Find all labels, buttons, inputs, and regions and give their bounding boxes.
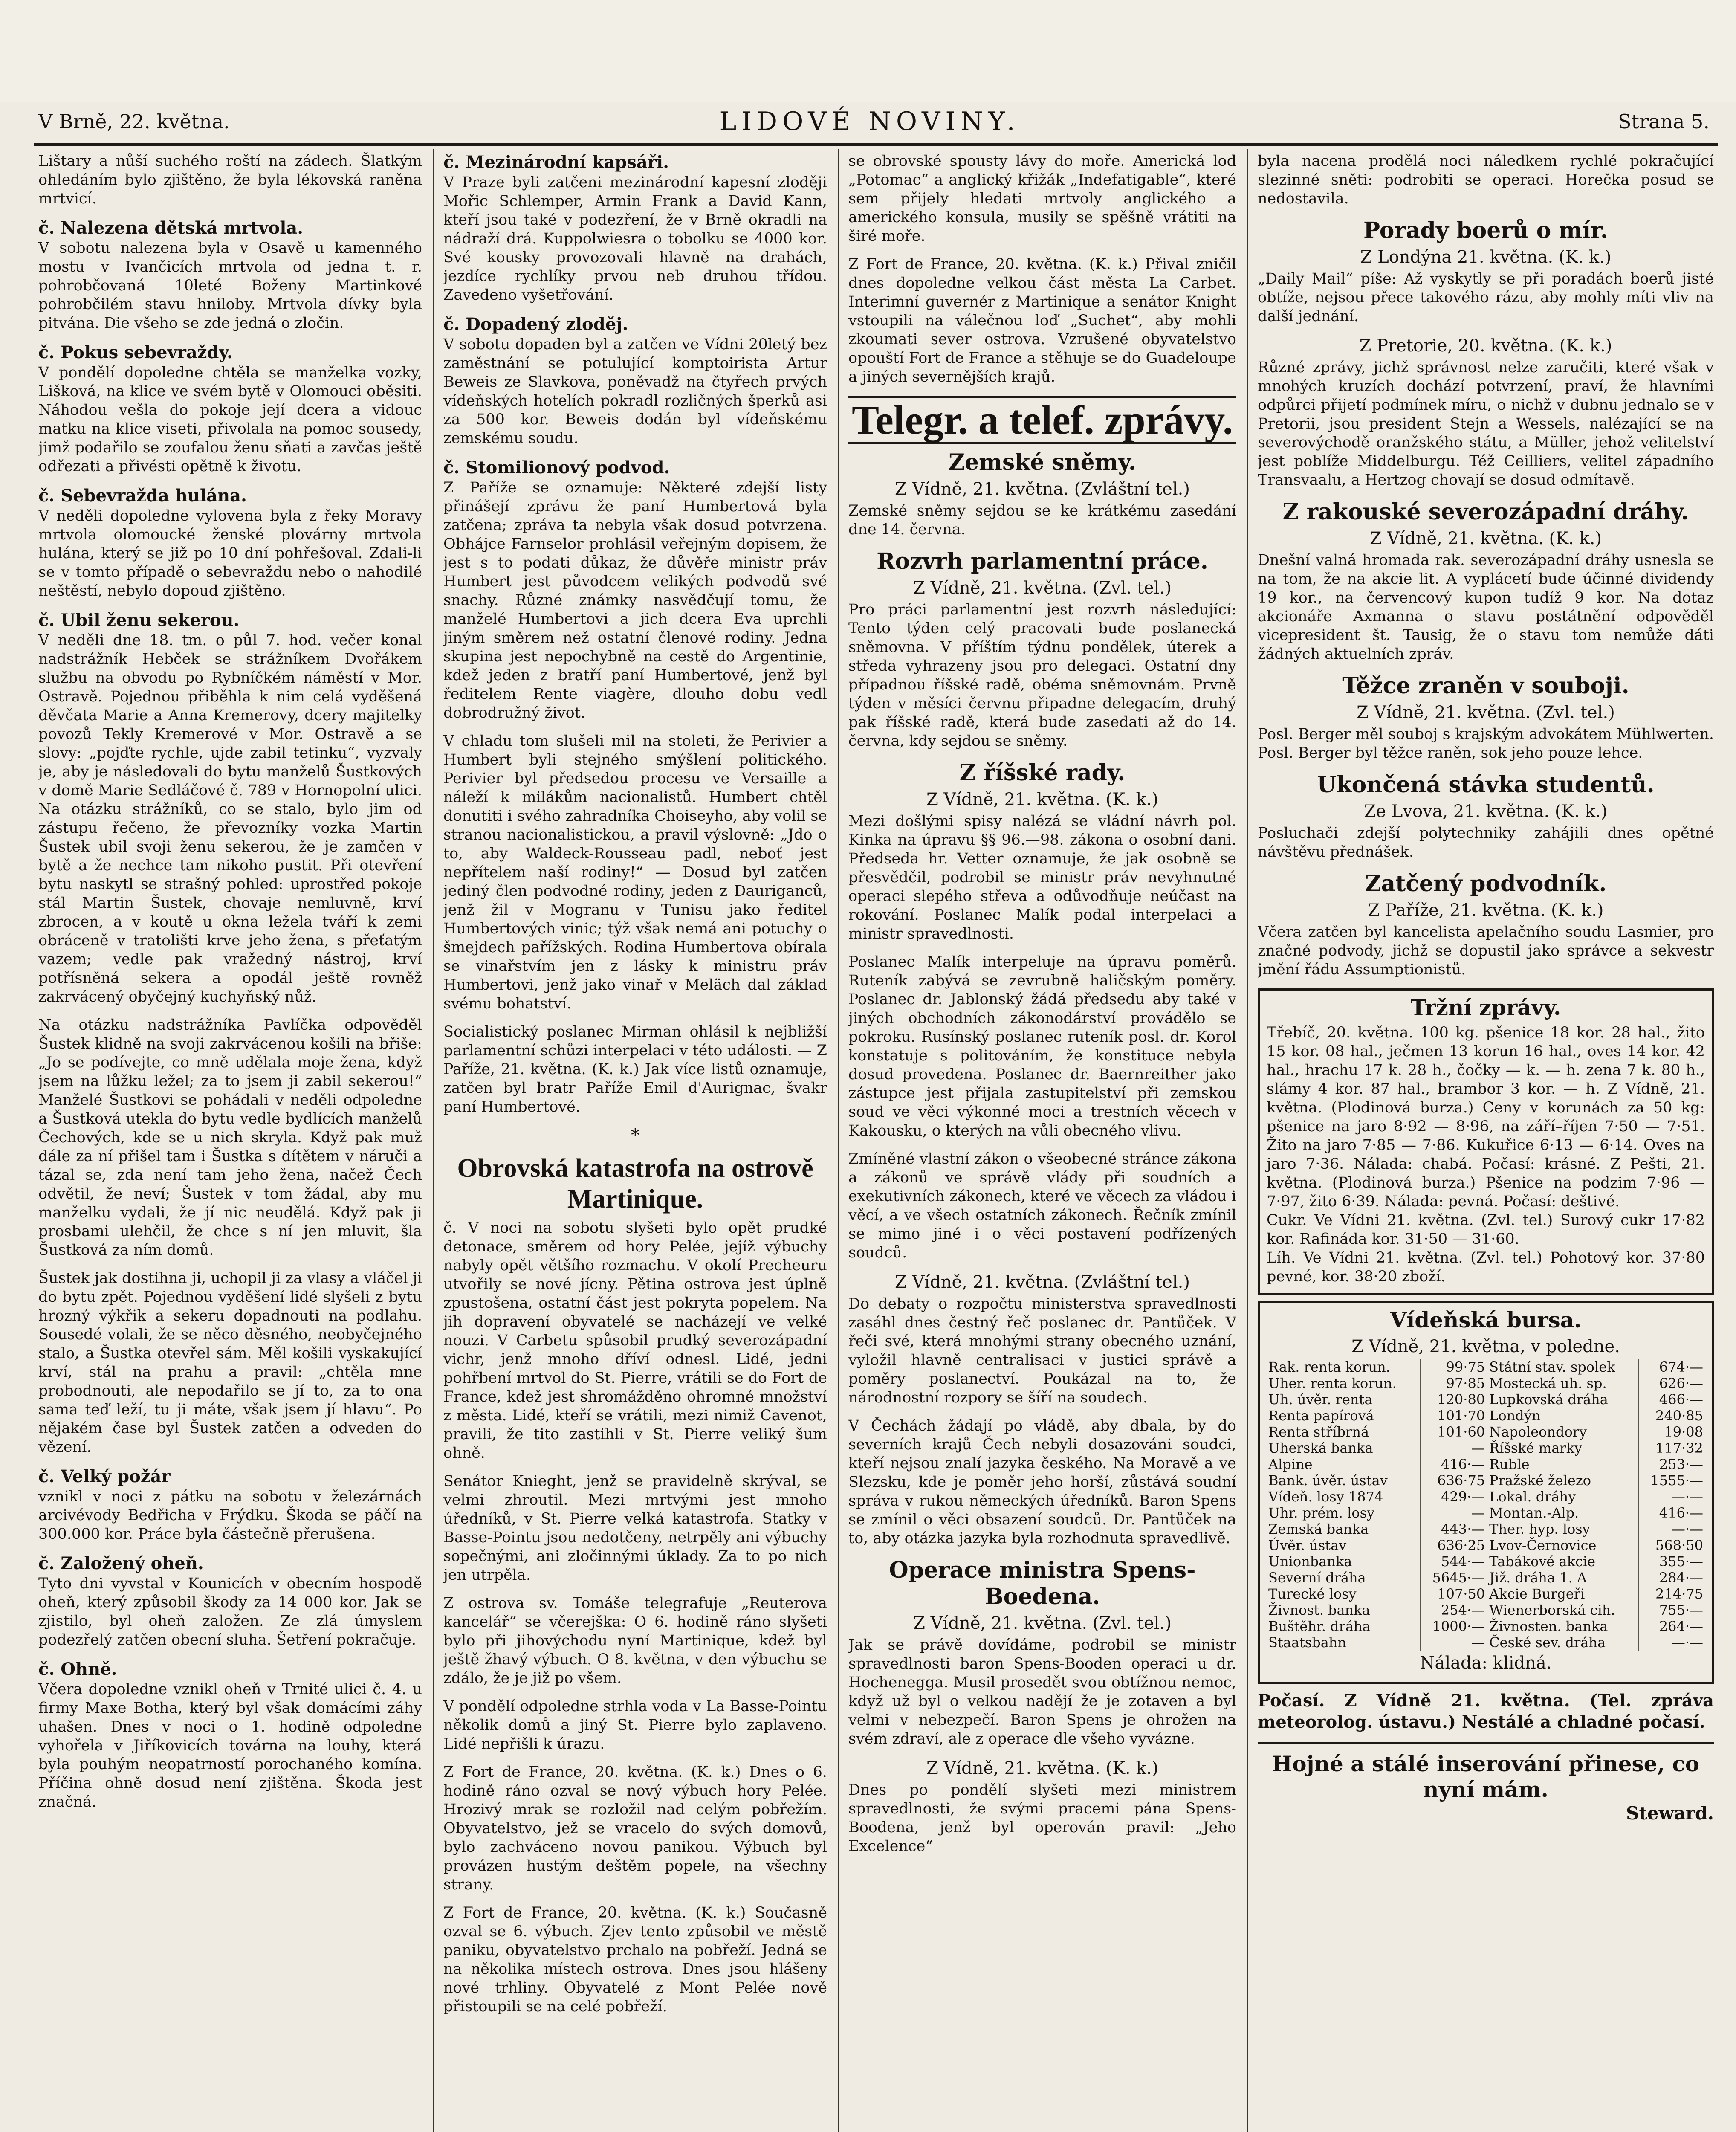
section-title-telegrams: Telegr. a telef. zprávy. — [848, 396, 1236, 444]
article-text: V neděli dopoledne vylovena byla z řeky Moravy mrtvola olomoucké ženské plovárny mrtvola hulána, který se již po 10 dní pohřešoval. Zdali-li se v tomto případě o sebevraždu nebo o nahodilé neštěstí, nebylo dopoud zjištěno. — [38, 507, 422, 600]
market-reports-text: Třebíč, 20. května. 100 kg. pšenice 18 kor. 28 hal., žito 15 kor. 08 hal., ječmen 13 korun 16 hal., oves 14 kor. 42 hal., hrachu 17 k. 28 h., čočky — k. — h. zena 7 k. 80 h., slámy 4 kor. 87 hal., brambor 3 kor. — h. Z Vídně, 21. května. (Plodinová burza.) Ceny v korunách za 50 kg: pšenice na jaro 8·92 — 8·96, na září–říjen 7·50 — 7·51. Žito na jaro 7·85 — 7·86. Kukuřice 6·13 — 6·14. Oves na jaro 7·36. Nálada: chabá. Počasí: krásné. Z Pešti, 21. května. (Plodinová burza.) Pšenice na podzim 7·96 — 7·97, žito 6·39. Nálada: pevná. Počasí: deštivé. — [1267, 1024, 1705, 1210]
news-block — [848, 953, 1236, 1140]
exchange-price: 755·— — [1659, 1602, 1703, 1618]
exchange-price: 416·— — [1421, 1456, 1487, 1472]
article-text: V pondělí odpoledne strhla voda v La Basse-Pointu několik domů a jiný St. Pierre bylo zaplaveno. Lidé nepřišli k úrazu. — [443, 1698, 827, 1753]
article — [443, 457, 827, 722]
exchange-security: Turecké losy — [1267, 1586, 1421, 1602]
news-dateline: Ze Lvova, 21. května. (K. k.) — [1364, 802, 1608, 821]
exchange-price: 101·60 — [1421, 1424, 1487, 1440]
exchange-price: 636·75 — [1421, 1472, 1487, 1489]
header-rule — [34, 143, 1718, 146]
exchange-price: 120·80 — [1421, 1391, 1487, 1408]
exchange-security: Uhr. prém. losy — [1267, 1505, 1421, 1521]
article — [443, 314, 827, 448]
news-subheading: Operace ministra Spens-Boedena. — [889, 1557, 1196, 1610]
column-2 — [443, 152, 827, 2132]
news-block — [1258, 673, 1714, 762]
article — [38, 610, 422, 1006]
exchange-price: 443·— — [1421, 1521, 1487, 1537]
news-subheading: Ukončená stávka studentů. — [1317, 772, 1655, 798]
exchange-security: Uher. renta korun. — [1267, 1375, 1421, 1391]
weather-text: Počasí. Z Vídně 21. května. (Tel. zpráva meteorolog. ústavu.) Nestálé a chladné počasí. — [1258, 1691, 1714, 1732]
column-divider — [838, 149, 839, 2132]
column-divider — [433, 149, 434, 2132]
exchange-price: 284·— — [1659, 1570, 1703, 1586]
article-text: Zmíněné vlastní zákon o všeobecné stránce zákona a zákonů ve správě vlády při soudních a exekutivních zákonech, které ve věcech za vládou i věcí, a ve všech ostatních zákonech. Řečník zmínil se mimo jiné i o věci postavení podřízených soudců. — [848, 1150, 1236, 1261]
exchange-security: Lvov-Černovice — [1487, 1537, 1639, 1553]
news-block — [848, 1557, 1236, 1748]
exchange-row — [1267, 1456, 1705, 1472]
article-text: Z Paříže se oznamuje: Některé zdejší listy přinášejí zprávu že paní Humbertová byla zatčena; zpráva ta nebyla však dosud potvrzena. Obhájce Farnselor prohlásil veřejným dopisem, že jest s to podati důkaz, že důvěře ministr práv Humbert jest původcem velikých podvodů své snachy. Různé známky nasvědčují tomu, že manželé Humbertovi a jich dcera Eva uprchli jiným směrem než ostatní členové rodiny. Jedna skupina jest nepochybně na cestě do Argentinie, kdež jeden z bratří paní Humbertové, jenž byl ředitelem Rente viagère, dlouho dobu vedl dobrodružný život. — [443, 479, 827, 721]
news-block — [848, 1150, 1236, 1262]
exchange-row — [1267, 1391, 1705, 1408]
exchange-price: — — [1421, 1634, 1487, 1651]
column-1 — [38, 152, 422, 2132]
exchange-security: Pražské železo — [1487, 1472, 1639, 1489]
exchange-price: 416·— — [1659, 1505, 1703, 1521]
exchange-security: Říšské marky — [1487, 1440, 1639, 1456]
article-heading: č. Nalezena dětská mrtvola. — [38, 218, 304, 238]
article — [443, 1219, 827, 1463]
news-block — [1258, 499, 1714, 663]
exchange-price: 240·85 — [1655, 1408, 1703, 1424]
exchange-row — [1267, 1553, 1705, 1570]
article — [1258, 152, 1714, 208]
exchange-price: 117·32 — [1655, 1440, 1703, 1456]
spirits-report: Líh. Ve Vídni 21. května. (Zvl. tel.) Pohotový kor. 37·80 pevné, kor. 38·20 zboží. — [1267, 1249, 1705, 1285]
exchange-price: 355·— — [1659, 1553, 1703, 1570]
exchange-price: 253·— — [1659, 1456, 1703, 1472]
article-heading: č. Ohně. — [38, 1659, 117, 1679]
news-dateline: Z Londýna 21. května. (K. k.) — [1360, 247, 1612, 267]
news-block — [848, 449, 1236, 539]
news-block — [1258, 217, 1714, 326]
article-text: V Čechách žádají po vládě, aby dbala, by do severních krajů Čech nebyli dosazováni soudci, kteří nejsou znalí jazyka českého. Na Moravě a ve Slezsku, kde je poměr jeho horší, zůstává soudní správa v rukou německých úředníků. Baron Spens se zmínil o věci obsazení soudců. Dr. Pantůček na to, aby otázka jazyka byla rozhodnuta spravedlivě. — [848, 1417, 1236, 1547]
article-text: V neděli dne 18. tm. o půl 7. hod. večer konal nadstrážník Hebček se strážníkem Dvořákem službu na obvodu po Rybníčkém náměstí v Mor. Ostravě. Pojednou přiběhla k nim celá vyděšená děvčata Marie a Anna Kremerovy, dcery majitelky povozů Tekly Kremerové v Mor. Ostravě a se slovy: „pojďte rychle, ujde zabil tetinku“, vyzvaly je, aby je následovali do bytu manželů Šustkových v domě Marie Sedláčové č. 789 v Hornopolní ulici. Na otázku strážníků, co se stalo, bylo jim od zástupu řečeno, že převozníky vozka Martin Šustek ubil svoji ženu sekerou, že je zamčen v bytě a že nechce tam nikoho pustit. Při otevření bytu naskytl se strašný pohled: uprostřed pokoje stál Martin Šustek, chovaje nemluvně, krví zbrocen, a v koutě u okna ležela tváří k zemi obráceně v tratolišti krve jeho žena, s přeťatým vazem; vedle pak vražedný nástroj, krví potřísněná sekera a opodál ještě rovněž zakrvácený obyčejný kuchyňský nůž. — [38, 632, 422, 1005]
article-text: Lištary a nůší suchého roští na zádech. Šlatkým ohledáním bylo zjištěno, že byla lékovská raněna mrtvicí. — [38, 153, 422, 207]
exchange-row — [1267, 1359, 1705, 1375]
news-block — [1258, 871, 1714, 979]
article-heading: č. Založený oheň. — [38, 1553, 204, 1573]
article-text: Tyto dni vyvstal v Kounicích v obecním hospodě oheň, který způsobil škody za 14 000 kor. Jak se zjistilo, byl oheň založen. Ze zlá úmyslem podezřelý zatčen obecní sluha. Šetření pokračuje. — [38, 1575, 422, 1648]
article-text: Z ostrova sv. Tomáše telegrafuje „Reuterova kancelář“ se včerejška: O 6. hodině ráno slyšeti bylo při jihovýchodu nyní Martinique, kdež byl ještě žhavý výbuch. O 8. května, v den výbuchu se zdálo, že je již po všem. — [443, 1595, 827, 1687]
article-text: Do debaty o rozpočtu ministerstva spravedlnosti zasáhl dnes čestný řeč poslanec dr. Pantůček. V řeči své, která mnohými strany obecného uznání, vyložil hlavně centralisaci v justici správě a poměry poslanectví. Poukázal na to, že národnostní rozpory se šíří na soudech. — [848, 1295, 1236, 1406]
article — [38, 217, 422, 333]
article — [38, 1016, 422, 1260]
exchange-price: 466·— — [1659, 1391, 1703, 1408]
exchange-security: Lupkovská dráha — [1487, 1391, 1639, 1408]
market-reports-title: Tržní zprávy. — [1410, 995, 1561, 1020]
article-text: se obrovské spousty lávy do moře. Americká loď „Potomac“ a anglický křižák „Indefatigable“, které sem přijely hledati mrtvoly anglického a amerického konsula, musily se spěšně vrátiti na širé moře. — [848, 153, 1236, 245]
column-3 — [848, 152, 1236, 2132]
news-dateline: Z Vídně, 21. května. (K. k.) — [1369, 529, 1602, 548]
page-top-margin — [0, 0, 1736, 102]
sugar-report: Cukr. Ve Vídni 21. května. (Zvl. tel.) Surový cukr 17·82 kor. Rafináda kor. 31·50 — 31·60. — [1267, 1212, 1705, 1248]
article — [38, 1659, 422, 1811]
article — [848, 255, 1236, 386]
exchange-price: — — [1421, 1505, 1487, 1521]
news-dateline: Z Pretorie, 20. května. (K. k.) — [1359, 336, 1612, 356]
article — [443, 1697, 827, 1753]
news-subheading: Porady boerů o mír. — [1363, 217, 1608, 243]
article-text: Dnes po pondělí slyšeti mezi ministrem spravedlnosti, že svými pracemi pána Spens-Boodena, jenž byl operován pravil: „Jeho Excelence“ — [848, 1781, 1236, 1855]
article-text: Posl. Berger měl souboj s krajským advokátem Mühlwerten. Posl. Berger byl těžce raněn, sok jeho pouze lehce. — [1258, 726, 1714, 762]
exchange-price: 107·50 — [1421, 1586, 1487, 1602]
news-dateline: Z Vídně, 21. května. (K. k.) — [926, 1758, 1159, 1778]
exchange-price: 254·— — [1421, 1602, 1487, 1618]
exchange-row — [1267, 1521, 1705, 1537]
exchange-security: Staatsbahn — [1267, 1634, 1421, 1651]
martinique-headline: Obrovská katastrofa na ostrově Martinique. — [457, 1154, 813, 1214]
article-text: V sobotu dopaden byl a zatčen ve Vídni 20letý bez zaměstnání se potulující komptoirista Artur Beweis ze Slavkova, poněvadž na čtyřech prvých vídeňských hotelích pokradl rozličných šperků asi za 500 kor. Beweis dodán byl vídeňskému zemskému soudu. — [443, 336, 827, 447]
exchange-table — [1267, 1359, 1705, 1651]
exchange-row — [1267, 1505, 1705, 1521]
article — [443, 1023, 827, 1116]
exchange-price: 636·25 — [1421, 1537, 1487, 1553]
article-heading: č. Mezinárodní kapsáři. — [443, 152, 669, 172]
news-block — [848, 760, 1236, 943]
article-text: Včera dopoledne vznikl oheň v Trnité ulici č. 4. u firmy Maxe Botha, který byl však domácími záhy uhašen. Dnes v noci o 1. hodině odpoledne vyhořela v Jiříkovicích továrna na louhy, která byla pouhým neopatrností porochaného komína. Příčina ohně dosud není zjištěna. Škoda jest značná. — [38, 1681, 422, 1810]
news-subheading: Zatčený podvodník. — [1365, 871, 1607, 897]
article-text: Šustek jak dostihna ji, uchopil ji za vlasy a vláčel ji do bytu zpět. Pojednou vyděšení lidé slyšeli z bytu hrozný výkřik a sekeru dopadnouti na podlahu. Sousedé volali, že se něco děsného, neobyčejného stalo, a Šustka otevřel sám. Měl košili vyskakující krví, stál na prahu a pravil: „chtěla mne probodnouti, ale nepodařilo se jí to, za to ona sama teď leží, tu ji máte, však jsem jí hlavu“. Po nějakém čase byl Šustek zatčen a odveden do vězení. — [38, 1270, 422, 1456]
newspaper-title: LIDOVÉ NOVINY. — [719, 107, 1020, 136]
exchange-title: Vídeňská bursa. — [1390, 1307, 1582, 1332]
exchange-security: Státní stav. spolek — [1487, 1359, 1639, 1375]
exchange-price: 1555·— — [1650, 1472, 1703, 1489]
page-number: Strana 5. — [1618, 110, 1710, 133]
article-text: V sobotu nalezena byla v Osavě u kamenného mostu v Ivančicích mrtvola od jedna t. r. pohrobčovaná 10leté Boženy Martinkové pohrobčilém stavu hniloby. Mrtvola dívky byla pitvána. Die všeho se zde jedná o zločin. — [38, 240, 422, 332]
exchange-security: Rak. renta korun. — [1267, 1359, 1421, 1375]
article-text: Z Fort de France, 20. května. (K. k.) Současně ozval se 6. výbuch. Zjev tento způsobil ve městě paniku, obyvatelstvo prchalo na pobřeží. Jedná se na několika místech ostrova. Dnes jsou hlášeny nové trhliny. Obyvatelé z Mont Pelée nově přistoupili se na celé pobřeží. — [443, 1904, 827, 2015]
article-text: Mezi došlými spisy nalézá se vládní návrh pol. Kinka na úpravu §§ 96.—98. zákona o osobní dani. Předseda hr. Vetter oznamuje, že jak osobně se přesvědčil, podrobil se ministr práv nevyhnutné operaci slepého střeva a odůvodňuje neúčast na rokování. Poslanec Malík podal interpelaci a ministr spravedlnosti. — [848, 813, 1236, 942]
exchange-row — [1267, 1602, 1705, 1618]
article-heading: č. Ubil ženu sekerou. — [38, 610, 240, 630]
exchange-security: Severní dráha — [1267, 1570, 1421, 1586]
news-subheading: Z říšské rady. — [959, 760, 1126, 786]
article — [38, 1553, 422, 1649]
article-text: V chladu tom slušeli mil na stoleti, že Perivier a Humbert byli stejného smýšlení politického. Perivier byl předsedou procesu ve Versaille a náleží k milákům nacionalistů. Humbert chtěl donutiti i svého zahradníka Choiseyho, aby volil se stranou nacionalistickou, a pravil výslovně: „Jdo o to, aby Waldeck-Rousseau padl, neboť jest nepřítelem naší rodiny!“ — Dosud byl zatčen jediný člen podvodné rodiny, jeden z Dauriganců, jenž žil v Mogranu v Tunisu jako ředitel Humbertových vinic; týž však nemá ani potuchy o šmejdech pařížských. Rodina Humbertova obírala se vinařstvím jen z lásky k ministru práv Humbertovi, jenž jako vinař v Meläch dal základ svému bohatství. — [443, 733, 827, 1012]
news-block — [848, 1417, 1236, 1548]
exchange-row — [1267, 1440, 1705, 1456]
exchange-security: Živnost. banka — [1267, 1602, 1421, 1618]
article-text: Zemské sněmy sejdou se ke krátkému zasedání dne 14. června. — [848, 502, 1236, 538]
exchange-security: Ruble — [1487, 1456, 1639, 1472]
column-4 — [1258, 152, 1714, 2132]
exchange-security: Montan.-Alp. — [1487, 1505, 1639, 1521]
exchange-row — [1267, 1618, 1705, 1634]
exchange-security: Ther. hyp. losy — [1487, 1521, 1639, 1537]
exchange-security: Renta stříbrná — [1267, 1424, 1421, 1440]
news-block — [1258, 335, 1714, 490]
exchange-security: Mostecká uh. sp. — [1487, 1375, 1639, 1391]
exchange-security: Uh. úvěr. renta — [1267, 1391, 1421, 1408]
article-heading: č. Stomilionový podvod. — [443, 458, 670, 478]
news-subheading: Rozvrh parlamentní práce. — [877, 548, 1208, 574]
exchange-price: 264·— — [1659, 1618, 1703, 1634]
exchange-security: Již. dráha 1. A — [1487, 1570, 1639, 1586]
article — [443, 732, 827, 1013]
exchange-security: Renta papírová — [1267, 1408, 1421, 1424]
exchange-price: 568·50 — [1655, 1537, 1703, 1553]
exchange-security: Akcie Burgeři — [1487, 1586, 1639, 1602]
advert-text: Hojné a stálé inserování přinese, co nyní mám. — [1272, 1751, 1700, 1802]
exchange-price: 5645·— — [1421, 1570, 1487, 1586]
article-text: č. V noci na sobotu slyšeti bylo opět prudké detonace, směrem od hory Pelée, jejíž výbuchy nabyly opět většího rozmachu. V okolí Precheuru utvořily se nové jícny. Pětina ostrova jest úplně zpustošena, ostatní část jest pokryta popelem. Na jih dopravení obyvatelé se nacházejí ve velké nouzi. V Carbetu spůsobil prudký severozápadní vichr, jenž mnoho dříví odnesl. Lidé, jedni pohřbení mrtvol do St. Pierre, vrátili se do Fort de France, kdež jest shromážděno ohromné množství z města. Lidé, kteří se vrátili, mezi nimiž Cavenot, pravili, že tito zastihli v St. Pierre veliký šum ohně. — [443, 1220, 827, 1462]
article-text: Poslanec Malík interpeluje na úpravu poměrů. Ruteník zabývá se zevrubně haličským poměry. Poslanec dr. Jablonský žádá předsedu aby také v jiných obchodních zákonodárství provádělo se pokroku. Rusínský poslanec ruteník posl. dr. Korol konstatuje s politováním, že konstituce nebyla dosud provedena. Poslanec dr. Baernreither jako zástupce jest přijala zastupitelství při zemskou soud ve věci výkonné moci a trestních věcech v Kakousku, o kterých na vůli obecného vlivu. — [848, 953, 1236, 1139]
article — [38, 1269, 422, 1457]
article-text: Posluchači zdejší polytechniky zahájili dnes opětné návštěvu přednášek. — [1258, 825, 1714, 860]
exchange-security: Lokal. dráhy — [1487, 1489, 1639, 1505]
exchange-row — [1267, 1408, 1705, 1424]
news-subheading: Z rakouské severozápadní dráhy. — [1282, 499, 1689, 525]
exchange-row — [1267, 1570, 1705, 1586]
advert-box — [1258, 1742, 1714, 1825]
exchange-row — [1267, 1634, 1705, 1651]
news-dateline: Z Vídně, 21. května. (Zvl. tel.) — [913, 578, 1172, 598]
separator-star-icon: * — [631, 1126, 639, 1145]
news-block — [848, 548, 1236, 750]
exchange-security: Napoleondory — [1487, 1424, 1639, 1440]
weather-report — [1258, 1690, 1714, 1733]
exchange-mood: Nálada: klidná. — [1420, 1653, 1552, 1673]
advert-signature-row — [1258, 1802, 1714, 1825]
exchange-security: Wienerborská cih. — [1487, 1602, 1639, 1618]
news-dateline: Z Vídně, 21. května. (Zvláštní tel.) — [895, 1272, 1190, 1292]
article — [443, 1594, 827, 1688]
article — [443, 152, 827, 304]
article — [38, 152, 422, 208]
page-header — [38, 107, 1710, 141]
advert-signature: Steward. — [1626, 1803, 1714, 1824]
exchange-price: 1000·— — [1421, 1618, 1487, 1634]
article — [38, 1466, 422, 1544]
article-text: „Daily Mail“ píše: Až vyskytly se při poradách boerů jisté obtíže, nejsou přece takového rázu, aby mohly míti vliv na další jednání. — [1258, 270, 1714, 325]
article-text: vznikl v noci z pátku na sobotu v železárnách arcivévody Bedřicha v Frýdku. Škoda se páčí na 300.000 kor. Práce byla částečně přerušena. — [38, 1488, 422, 1543]
article-heading: č. Sebevražda hulána. — [38, 486, 247, 506]
exchange-row — [1267, 1537, 1705, 1553]
news-block — [848, 1272, 1236, 1407]
news-dateline: Z Vídně, 21. května. (Zvl. tel.) — [1357, 703, 1615, 722]
exchange-price: 544·— — [1421, 1553, 1487, 1570]
news-dateline: Z Vídně, 21. května. (K. k.) — [926, 790, 1159, 809]
article-text: Senátor Knieght, jenž se pravidelně skrýval, se velmi zhroutil. Mezi mrtvými jest mnoho úředníků, v St. Pierre velká katastrofa. Statky v Basse-Pointu jsou nedotčeny, netrpěly ani výbuchy sopečnými, ani zločinnými úklady. Za to po nich jen utrpěla. — [443, 1473, 827, 1584]
exchange-row — [1267, 1489, 1705, 1505]
exchange-price: 626·— — [1659, 1375, 1703, 1391]
exchange-price: 101·70 — [1421, 1408, 1487, 1424]
vienna-exchange-box — [1258, 1301, 1714, 1684]
exchange-security: Alpine — [1267, 1456, 1421, 1472]
article — [38, 485, 422, 600]
article-text: Z Fort de France, 20. května. (K. k.) Dnes o 6. hodině ráno ozval se nový výbuch hory Pelée. Hrozivý mrak se rozložil nad celým pobřežím. Obyvatelstvo, jež se vracelo do svých domovů, bylo zachváceno novou panikou. Výbuch byl provázen hustým deštěm popele, na všechny strany. — [443, 1764, 827, 1893]
exchange-security: Zemská banka — [1267, 1521, 1421, 1537]
exchange-security: Londýn — [1487, 1408, 1639, 1424]
exchange-price: 99·75 — [1421, 1359, 1487, 1375]
exchange-row — [1267, 1424, 1705, 1440]
header-dateline: V Brně, 22. května. — [38, 110, 230, 133]
exchange-price: — — [1421, 1440, 1487, 1456]
news-dateline: Z Paříže, 21. května. (K. k.) — [1368, 901, 1604, 920]
exchange-security: Živnosten. banka — [1487, 1618, 1639, 1634]
exchange-table-body — [1267, 1359, 1705, 1651]
article-text: V pondělí dopoledne chtěla se manželka vozky, Lišková, na klice ve svém bytě v Olomouci oběsiti. Náhodou vešla do pokoje její dcera a vidouc matku na klice viseti, přivolala na pomoc sousedy, jimž podařilo se zoufalou ženu sňati a zavčas ještě odřezati a přivésti opětně k životu. — [38, 364, 422, 475]
exchange-price: 97·85 — [1421, 1375, 1487, 1391]
article-text: Jak se právě dovídáme, podrobil se ministr spravedlnosti baron Spens-Booden operaci u dr. Hochenegga. Musil prosedět svou obtížnou nemoc, když už byl o velkou nadějí že je zotaven a byl velmi v nebezpečí. Baron Spens je ohrožen na svém zdraví, ale z operace dle všeho vyvázne. — [848, 1637, 1236, 1747]
article-text: Z Fort de France, 20. května. (K. k.) Přival zničil dnes dopoledne velkou část města La Carbet. Interimní guvernér z Martinique a senátor Knight vstoupili na válečnou loď „Suchet“, aby mohli zkoumati sever ostrova. Vzrušené obyvatelstvo opouští Fort de France a stěhuje se do Guadeloupe a jiných severnějších krajů. — [848, 256, 1236, 385]
article-text: Dnešní valná hromada rak. severozápadní dráhy usnesla se na tom, že na akcie lit. A vyplácetí bude účinné dividendy 19 kor., na červencový kupon tudíž 9 kor. Na dotaz akcionáře Axmanna o stavu postátnění odpověděl vicepresident št. Tausig, že o stavu tom nemůže dáti žádných aktuelních zpráv. — [1258, 552, 1714, 663]
article-text: V Praze byli zatčeni mezinárodní kapesní zloději Mořic Schlemper, Armin Frank a David Kann, kteří jsou také v podezření, že v Brně okradli na nádraží drá. Kuppolwiesra o tobolku se 4000 kor. Své kousky provozovali hlavně na drahách, jezdíce rychlíky prvou neb druhou třídou. Zavedeno vyšetřování. — [443, 174, 827, 304]
exchange-price: 214·75 — [1655, 1586, 1703, 1602]
news-subheading: Zemské sněmy. — [948, 449, 1137, 475]
article-text: Pro práci parlamentní jest rozvrh následující: Tento týden celý pracovati bude poslanecká sněmovna. V příštím týdnu pondělek, úterek a středa vyhrazeny jsou pro delegaci. Ostatní dny případnou říšské radě, obéma sněmovnám. Prvně týden v měsíci červnu připadne delegacím, druhý pak říšské radě, která bude zasedati až do 14. června, kdy sejdou se sněmy. — [848, 601, 1236, 750]
article — [443, 1472, 827, 1585]
article — [848, 152, 1236, 246]
exchange-security: Bank. úvěr. ústav — [1267, 1472, 1421, 1489]
news-dateline: Z Vídně, 21. května. (Zvl. tel.) — [913, 1613, 1172, 1633]
news-block — [848, 1758, 1236, 1856]
exchange-price: 429·— — [1421, 1489, 1487, 1505]
exchange-price: 19·08 — [1664, 1424, 1703, 1440]
news-subheading: Těžce zraněn v souboji. — [1342, 673, 1629, 699]
article-heading: č. Pokus sebevraždy. — [38, 342, 233, 362]
exchange-price: 674·— — [1659, 1359, 1703, 1375]
exchange-row — [1267, 1586, 1705, 1602]
article-text: Socialistický poslanec Mirman ohlásil k nejbližší parlamentní schůzi interpelaci v této události. — Z Paříže, 21. května. (K. k.) Jak více listů oznamuje, zatčen byl bratr Paříže Emil d'Aurignac, švakr paní Humbertové. — [443, 1023, 827, 1115]
exchange-security: Buštěhr. dráha — [1267, 1618, 1421, 1634]
exchange-price: —·— — [1671, 1489, 1703, 1505]
exchange-security: Tabákové akcie — [1487, 1553, 1639, 1570]
article — [443, 1763, 827, 1894]
exchange-security: Uherská banka — [1267, 1440, 1421, 1456]
article — [443, 1903, 827, 2016]
article-heading: č. Velký požár — [38, 1466, 171, 1486]
article-text: Různé zprávy, jichž správnost nelze zaručiti, které však v mnohých kruzích dochází potvrzení, praví, že hlavními odpůrci přijetí podmínek míru, o nichž v dubnu jednalo se v Pretorii, jsou president Stejn a Wessels, nalézající se na severovýchodě oranžského státu, a Müller, jehož velitelství jest poblíže Middelburgu. Též Ceilliers, velitel západního Transvaalu, a Hertzog chovají se dosud odmítavě. — [1258, 359, 1714, 489]
news-block — [1258, 772, 1714, 861]
column-divider — [1247, 149, 1248, 2132]
article-text: Na otázku nadstrážníka Pavlíčka odpověděl Šustek klidně na svoji zakrvácenou košili na břiše: „Jo se podívejte, co mně udělala moje žena, když jsem na lůžku ležel; za to jsem ji zabil sekerou!“ Manželé Šustkovi se pohádali v neděli odpoledne a Šustková utekla do bytu vedle bydlících manželů Čechových, kde se u nich skryla. Když pak muž dále za ní přišel tam i Šustka s dítětem v náruči a tázal se, zda není tam jeho žena, načež Čech odvětil, že neví; Šustek v tom žádal, aby mu manželku vydali, že jí nic neudělá. Když pak ji prosbami ulehčil, že chce s ní jen mluvit, šla Šustková za ním domů. — [38, 1017, 422, 1259]
exchange-security: Vídeň. losy 1874 — [1267, 1489, 1421, 1505]
exchange-row — [1267, 1472, 1705, 1489]
exchange-row — [1267, 1375, 1705, 1391]
exchange-security: České sev. dráha — [1487, 1634, 1639, 1651]
article-heading: č. Dopadený zloděj. — [443, 314, 628, 334]
news-dateline: Z Vídně, 21. května. (Zvláštní tel.) — [895, 479, 1190, 499]
article-text: Včera zatčen byl kancelista apelačního soudu Lasmier, pro značné podvody, jichž se dopustil jako správce a sekvestr jmění řádu Assumptionistů. — [1258, 924, 1714, 978]
article — [38, 342, 422, 476]
exchange-security: Unionbanka — [1267, 1553, 1421, 1570]
market-reports-box — [1258, 988, 1714, 1295]
exchange-security: Úvěr. ústav — [1267, 1537, 1421, 1553]
exchange-price: —·— — [1671, 1521, 1703, 1537]
article-text: byla nacena prodělá noci náledkem rychlé pokračující slezinné sněti: podrobiti se operaci. Horečka posud se nedostavila. — [1258, 153, 1714, 207]
exchange-price: —·— — [1671, 1634, 1703, 1651]
exchange-dateline: Z Vídně, 21. května, v poledne. — [1351, 1337, 1620, 1356]
